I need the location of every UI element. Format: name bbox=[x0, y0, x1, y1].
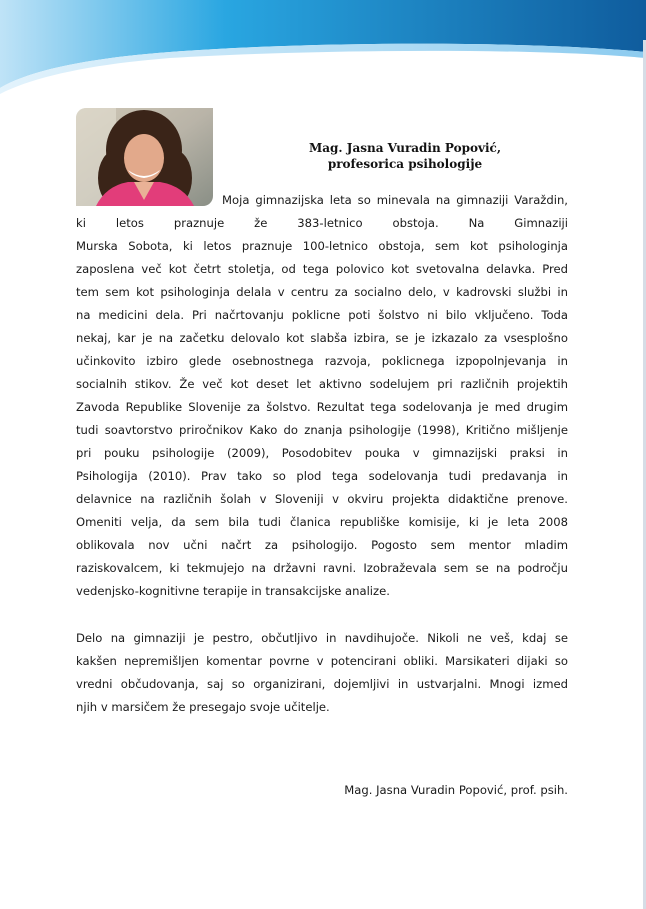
text-line: raziskovalcem, ki tekmujejo na državni ravni. Izobraževala sem se na področju bbox=[76, 561, 568, 575]
text-line: Delo na gimnaziji je pestro, občutljivo in navdihujoče. Nikoli ne veš, kdaj se bbox=[76, 631, 568, 645]
text-line: socialnih stikov. Že več kot deset let aktivno sodelujem pri različnih projektih bbox=[76, 377, 568, 391]
author-heading bbox=[292, 140, 518, 172]
text-line: vredni občudovanja, saj so organizirani, dojemljivi in ustvarjalni. Mnogi izmed bbox=[76, 677, 568, 691]
text-line: kakšen nepremišljen komentar povrne v potencirani obliki. Marsikateri dijaki so bbox=[76, 654, 568, 668]
text-line: na medicini dela. Pri načrtovanju poklicne poti šolstvo ni bilo vključeno. Toda bbox=[76, 308, 568, 322]
text-line: tudi soavtorstvo priročnikov Kako do znanja psihologije (1998), Kritično mišljenje bbox=[76, 423, 568, 437]
signature: Mag. Jasna Vuradin Popović, prof. psih. bbox=[344, 783, 568, 797]
text-line: zaposlena več kot četrt stoletja, od tega polovico kot svetovalna delavka. Pred bbox=[76, 262, 568, 276]
text-line: delavnice na različnih šolah v Sloveniji v okviru projekta didaktične prenove. bbox=[76, 492, 568, 506]
text-line: Zavoda Republike Slovenije za šolstvo. Rezultat tega sodelovanja je med drugim bbox=[76, 400, 568, 414]
text-line: Moja gimnazijska leta so minevala na gimnaziji Varaždin, bbox=[222, 193, 568, 207]
text-line: njih v marsičem že presegajo svoje učitelje. bbox=[76, 700, 330, 714]
header-wave-banner bbox=[0, 0, 646, 95]
author-role: profesorica psihologije bbox=[327, 157, 483, 171]
text-line: nekaj, kar je na začetku delovalo kot slabša izbira, se je izkazalo za vsesplošno bbox=[76, 331, 568, 345]
text-line: ki letos praznuje že 383-letnico obstoja. Na Gimnaziji bbox=[76, 216, 568, 230]
text-line: oblikovala nov učni načrt za psihologijo. Pogosto sem mentor mladim bbox=[76, 538, 568, 552]
author-photo bbox=[76, 108, 213, 206]
text-line: Omeniti velja, da sem bila tudi članica republiške komisije, ki je leta 2008 bbox=[76, 515, 568, 529]
text-line: učinkovito izbiro glede osebnostnega razvoja, poklicnega izpopolnjevanja in bbox=[76, 354, 568, 368]
author-name: Mag. Jasna Vuradin Popović, bbox=[308, 141, 502, 155]
text-line: pri pouku psihologije (2009), Posodobitev pouka v gimnazijski praksi in bbox=[76, 446, 568, 460]
text-line: Psihologija (2010). Prav tako so plod tega sodelovanja tudi predavanja in bbox=[76, 469, 568, 483]
text-line: vedenjsko-kognitivne terapije in transakcijske analize. bbox=[76, 584, 390, 598]
text-line: Murska Sobota, ki letos praznuje 100-letnico obstoja, sem kot psihologinja bbox=[76, 239, 568, 253]
text-line: tem sem kot psihologinja delala v centru za socialno delo, v kadrovski službi in bbox=[76, 285, 568, 299]
